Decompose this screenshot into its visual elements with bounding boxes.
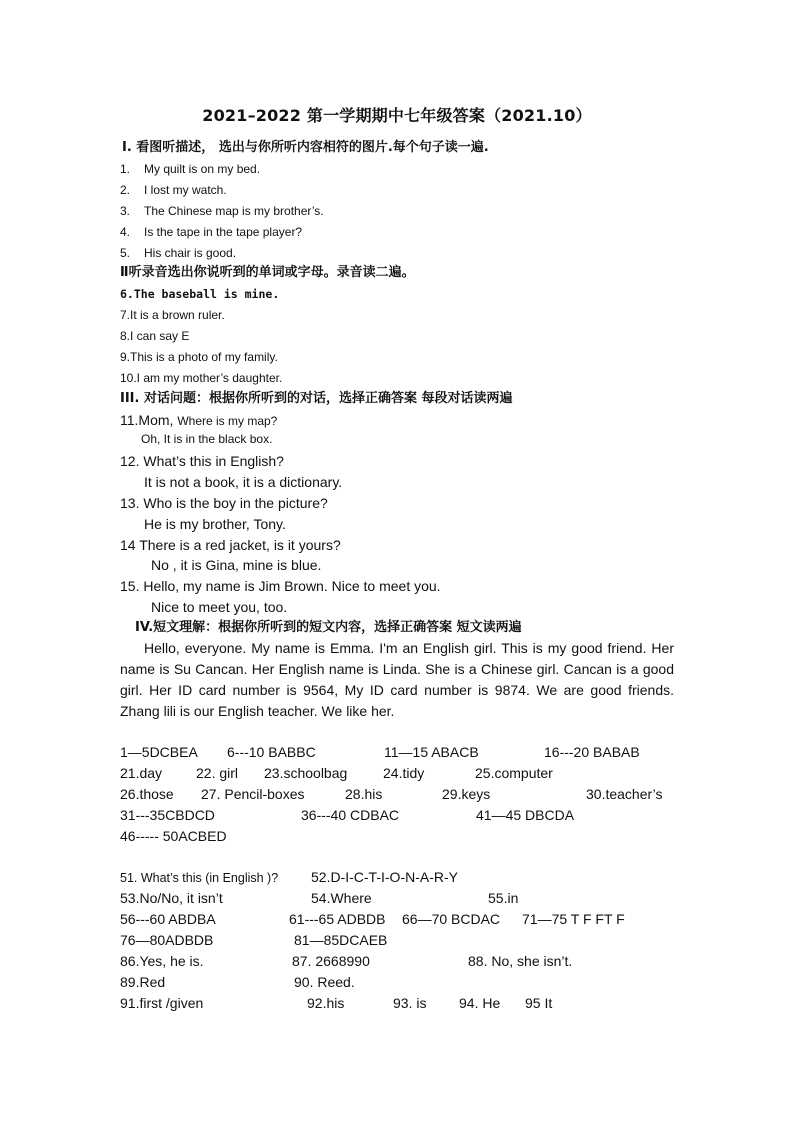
list-item: 10.I am my mother’s daughter. — [120, 371, 283, 385]
answer-key-item: 41—45 DBCDA — [476, 807, 575, 823]
answer-key-item: 11—15 ABACB — [384, 744, 479, 760]
answer-key-item: 91.first /given — [120, 995, 204, 1011]
answer-key-item: 29.keys — [442, 786, 491, 802]
answer-key-item: 46----- 50ACBED — [120, 828, 227, 844]
dialogue-line: Nice to meet you, too. — [151, 599, 288, 615]
answer-key-item: 24.tidy — [383, 765, 425, 781]
answer-key-item: 22. girl — [196, 765, 239, 781]
answer-key-item: 36---40 CDBAC — [301, 807, 400, 823]
answer-key-item: 90. Reed. — [294, 974, 355, 990]
answer-key-item: 95 It — [525, 995, 553, 1011]
list-item: 1. My quilt is on my bed. — [120, 162, 261, 176]
answer-key-item: 88. No, she isn’t. — [468, 953, 573, 969]
answer-key-item: 66—70 BCDAC — [402, 911, 501, 927]
dialogue-line: 14 There is a red jacket, is it yours? — [120, 537, 341, 553]
answer-key-item: 16---20 BABAB — [544, 744, 640, 760]
answer-key-item: 6---10 BABBC — [227, 744, 316, 760]
section-4-heading: IV.短文理解：根据你所听到的短文内容，选择正确答案 短文读两遍 — [135, 620, 522, 635]
list-item: 2. I lost my watch. — [120, 183, 227, 197]
reading-passage: Hello, everyone. My name is Emma. I'm an English girl. This is my good friend. Her name is Su Cancan. Her English name is Linda. She is a Chinese girl. Cancan is a good girl. Her ID card number is 9564, My ID card number is 9874. We are good friends. Zhang lili is our English teacher. We like her. — [120, 640, 674, 719]
list-item: 8.I can say E — [120, 329, 190, 343]
section-2-heading: Ⅱ听录音选出你说听到的单词或字母。录音读二遍。 — [120, 265, 415, 280]
answer-key-item: 51. What’s this (in English )? — [120, 871, 279, 885]
answer-key-item: 31---35CBDCD — [120, 807, 215, 823]
answer-key-item: 54.Where — [311, 890, 372, 906]
page-title: 2021–2022 第一学期期中七年级答案（2021.10） — [202, 106, 592, 125]
section-3-heading: III. 对话问题：根据你所听到的对话，选择正确答案 每段对话读两遍 — [120, 391, 513, 406]
answer-key-item: 87. 2668990 — [292, 953, 370, 969]
list-item: 7.It is a brown ruler. — [120, 308, 225, 322]
list-item: 6.The baseball is mine. — [120, 287, 280, 301]
answer-key-item: 53.No/No, it isn’t — [120, 890, 223, 906]
answer-key-item: 71—75 T F FT F — [522, 911, 625, 927]
answer-key-item: 30.teacher’s — [586, 786, 663, 802]
answer-key-item: 27. Pencil-boxes — [201, 786, 305, 802]
answer-key-item: 26.those — [120, 786, 174, 802]
answer-key-item: 56---60 ABDBA — [120, 911, 216, 927]
dialogue-line: 12. What’s this in English? — [120, 453, 284, 469]
answer-key-item: 94. He — [459, 995, 501, 1011]
answer-key-item: 21.day — [120, 765, 163, 781]
dialogue-line: 15. Hello, my name is Jim Brown. Nice to meet you. — [120, 578, 441, 594]
list-item: 3. The Chinese map is my brother’s. — [120, 204, 324, 218]
section-1-heading: Ⅰ. 看图听描述， 选出与你所听内容相符的图片.每个句子读一遍. — [122, 140, 489, 155]
answer-key-item: 93. is — [393, 995, 427, 1011]
dialogue-line: 13. Who is the boy in the picture? — [120, 495, 328, 511]
answer-key-item: 76—80ADBDB — [120, 932, 214, 948]
dialogue-line: It is not a book, it is a dictionary. — [144, 474, 343, 490]
answer-key-item: 86.Yes, he is. — [120, 953, 204, 969]
answer-key-item: 23.schoolbag — [264, 765, 348, 781]
answer-key-item: 61---65 ADBDB — [289, 911, 386, 927]
answer-key-item: 89.Red — [120, 974, 166, 990]
answer-key-item: 92.his — [307, 995, 345, 1011]
answer-key-item: 25.computer — [475, 765, 553, 781]
answer-key-item: 28.his — [345, 786, 383, 802]
dialogue-line: He is my brother, Tony. — [144, 516, 286, 532]
dialogue-line: No , it is Gina, mine is blue. — [151, 557, 322, 573]
answer-key-item: 81—85DCAEB — [294, 932, 388, 948]
list-item: 5. His chair is good. — [120, 246, 237, 260]
answer-key-item: 1—5DCBEA — [120, 744, 198, 760]
dialogue-line: 11.Mom, Where is my map? — [120, 412, 278, 428]
list-item: 9.This is a photo of my family. — [120, 350, 278, 364]
answer-key-item: 55.in — [488, 890, 519, 906]
answer-key-item: 52.D-I-C-T-I-O-N-A-R-Y — [311, 869, 458, 885]
dialogue-line: Oh, It is in the black box. — [141, 432, 273, 446]
list-item: 4. Is the tape in the tape player? — [120, 225, 303, 239]
